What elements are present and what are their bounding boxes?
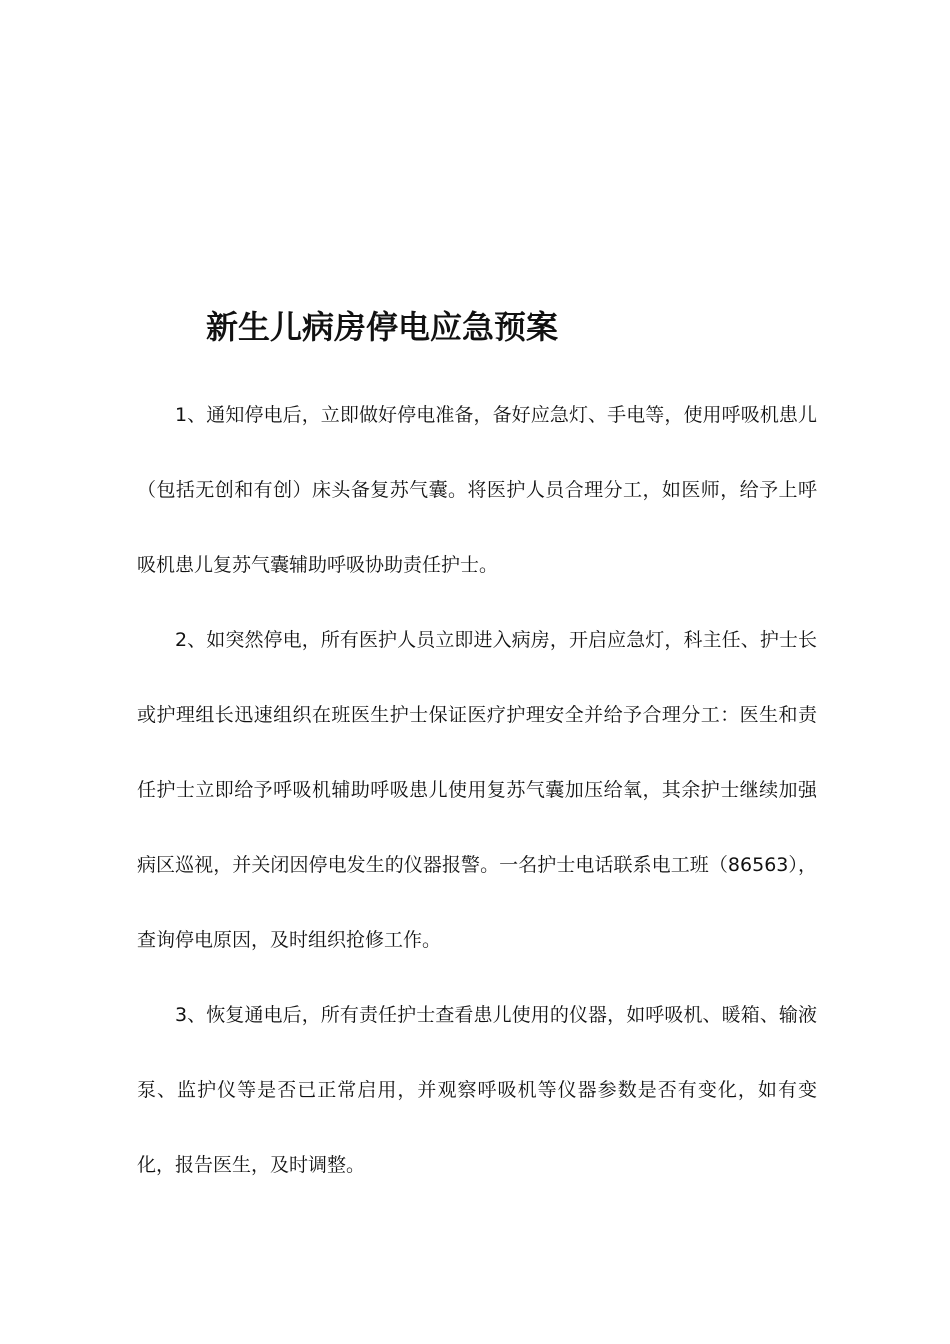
- document-title: 新生儿病房停电应急预案: [206, 308, 559, 346]
- paragraph-sudden-outage: 2、如突然停电，所有医护人员立即进入病房，开启应急灯，科主任、护士长或护理组长迅速组织在班医生护士保证医疗护理安全并给予合理分工：医生和责任护士立即给予呼吸机辅助呼吸患儿使用复苏气囊加压给氧，其余护士继续加强病区巡视，并关闭因停电发生的仪器报警。一名护士电话联系电工班（86563），查询停电原因，及时组织抢修工作。: [137, 629, 817, 951]
- paragraph-notice: 1、通知停电后，立即做好停电准备，备好应急灯、手电等，使用呼吸机患儿（包括无创和有创）床头备复苏气囊。将医护人员合理分工，如医师，给予上呼吸机患儿复苏气囊辅助呼吸协助责任护士。: [137, 404, 817, 576]
- paragraph-power-restored: 3、恢复通电后，所有责任护士查看患儿使用的仪器，如呼吸机、暖箱、输液泵、监护仪等是否已正常启用，并观察呼吸机等仪器参数是否有变化，如有变化，报告医生，及时调整。: [137, 1004, 817, 1176]
- document-body: [137, 378, 817, 1203]
